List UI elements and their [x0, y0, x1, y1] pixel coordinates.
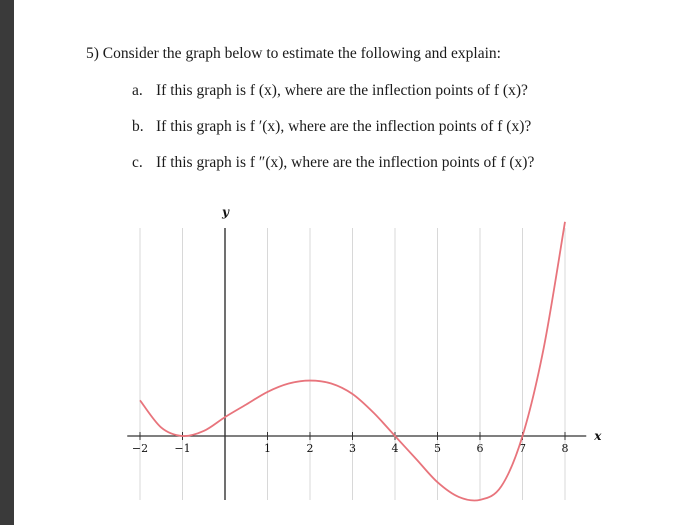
- x-tick-label: −2: [131, 442, 149, 455]
- x-tick-label: 4: [391, 442, 399, 455]
- x-tick-label: 2: [306, 442, 314, 455]
- grid-lines: [140, 228, 565, 500]
- x-tick-label: −1: [174, 442, 191, 455]
- item-letter: a.: [132, 82, 143, 99]
- item-letter: c.: [132, 154, 143, 171]
- x-tick-label: 7: [519, 442, 526, 455]
- x-tick-label: 3: [349, 442, 356, 455]
- item-letter: b.: [132, 118, 144, 135]
- x-tick-label: 5: [434, 442, 441, 455]
- item-text: If this graph is f ″(x), where are the inflection points of f (x)?: [156, 154, 535, 171]
- y-axis-label: y: [222, 205, 229, 219]
- x-tick-label: 6: [476, 442, 484, 455]
- item-text: If this graph is f ′(x), where are the inflection points of f (x)?: [156, 118, 532, 135]
- x-axis-label: x: [594, 429, 602, 443]
- x-tick-label: 1: [264, 442, 271, 455]
- question-title: 5) Consider the graph below to estimate the following and explain:: [86, 45, 501, 62]
- x-tick-label: 8: [561, 442, 569, 455]
- item-text: If this graph is f (x), where are the inflection points of f (x)?: [156, 82, 528, 99]
